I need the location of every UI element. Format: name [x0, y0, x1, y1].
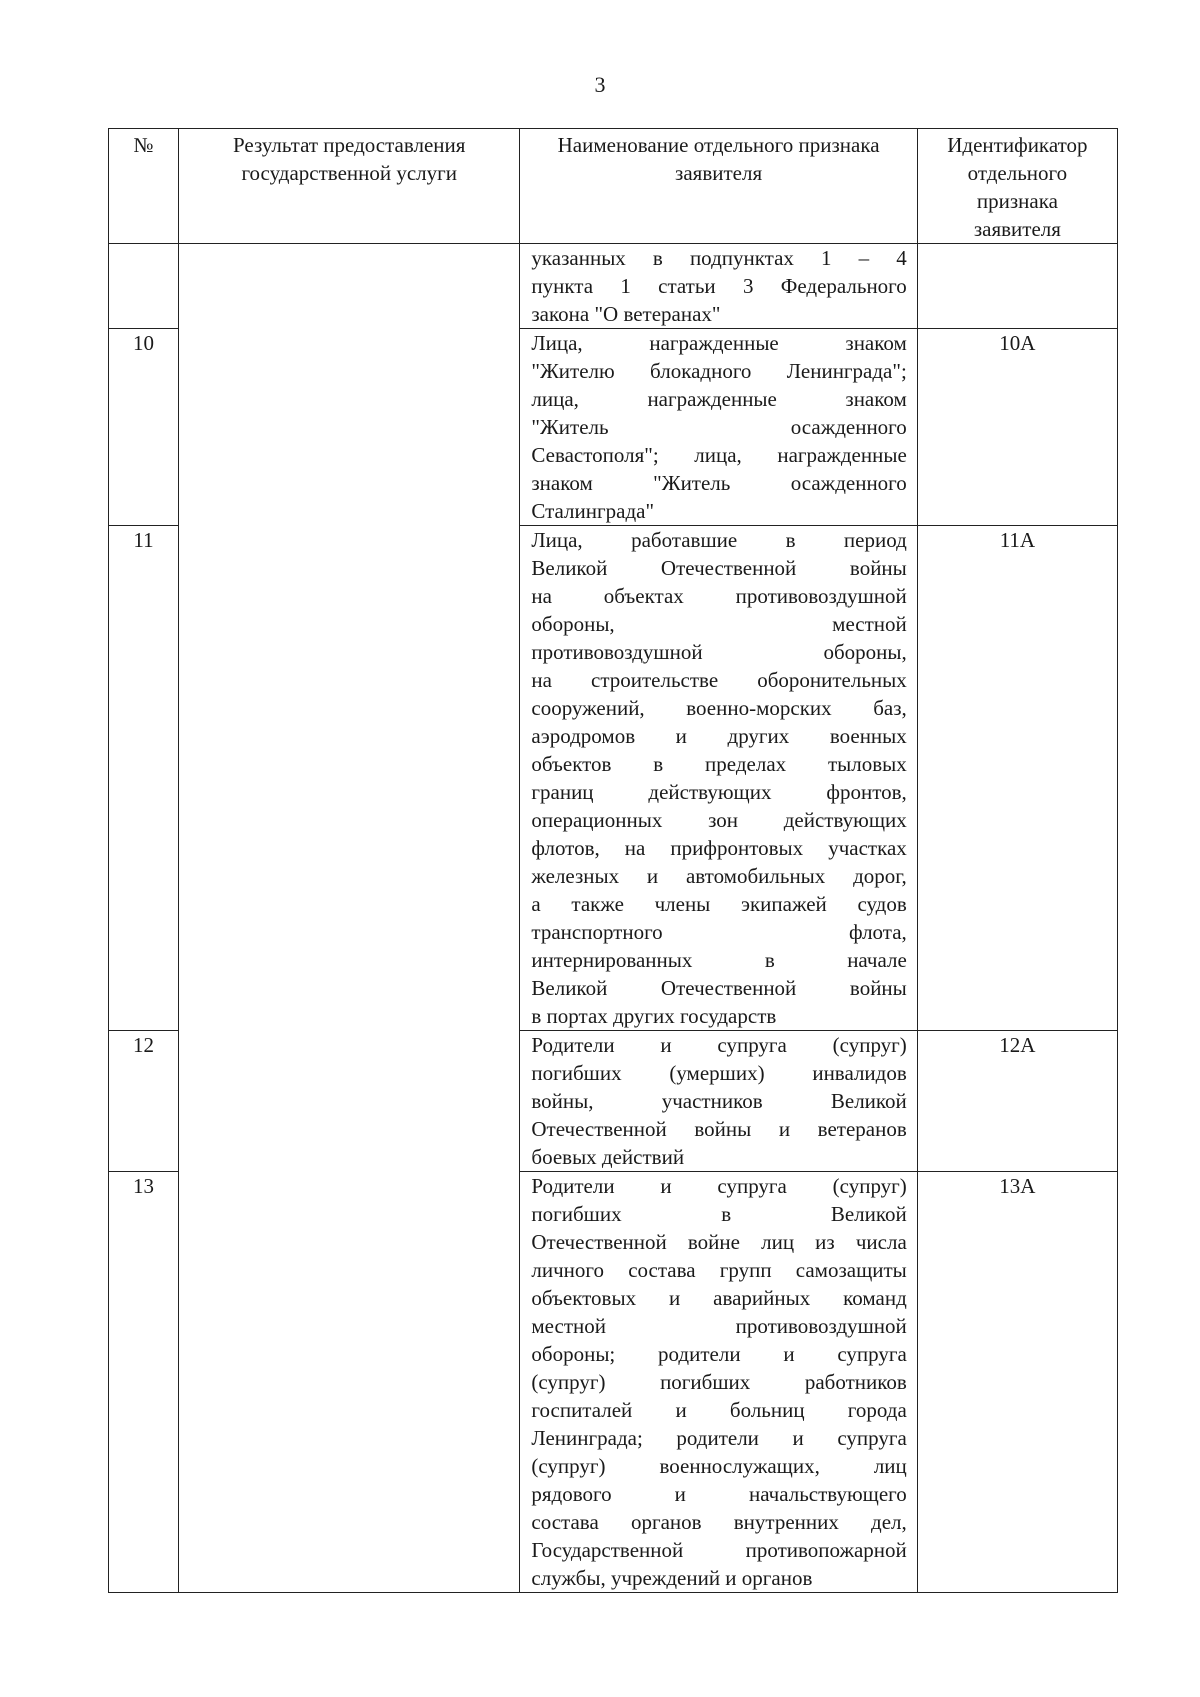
feature-text-line: Севастополя"; лица, награжденные — [531, 443, 907, 467]
feature-text-line: службы, учреждений и органов — [531, 1566, 813, 1590]
feature-text-line: госпиталей и больниц города — [531, 1398, 907, 1422]
page-number: 3 — [594, 72, 606, 97]
feature-text-line: знаком "Житель осажденного — [531, 471, 907, 495]
feature-text-line: указанных в подпунктах 1 – 4 — [531, 246, 907, 270]
identifier-cell: 12А — [917, 1031, 1117, 1172]
feature-text-line: железных и автомобильных дорог, — [531, 864, 907, 888]
feature-text-line: в портах других государств — [531, 1004, 777, 1028]
row-number-cell: 10 — [109, 329, 179, 526]
feature-text-line: Государственной противопожарной — [531, 1538, 907, 1562]
feature-text-line: обороны; родители и супруга — [531, 1342, 907, 1366]
row-number-cell: 12 — [109, 1031, 179, 1172]
feature-text-line: боевых действий — [531, 1145, 685, 1169]
feature-text-line: Великой Отечественной войны — [531, 556, 907, 580]
feature-text-line: закона "О ветеранах" — [531, 302, 721, 326]
feature-text-line: (супруг) военнослужащих, лиц — [531, 1454, 907, 1478]
feature-name-cell — [520, 1031, 917, 1172]
feature-text-line: лица, награжденные знаком — [531, 387, 907, 411]
feature-text-line: рядового и начальствующего — [531, 1482, 907, 1506]
feature-text — [520, 329, 916, 525]
feature-text-line: Сталинграда" — [531, 499, 655, 523]
feature-text-line: флотов, на прифронтовых участках — [531, 836, 907, 860]
feature-text-line: Лица, работавшие в период — [531, 528, 907, 552]
header-number: № — [109, 129, 179, 244]
feature-text-line: пункта 1 статьи 3 Федерального — [531, 274, 907, 298]
feature-text-line: на объектах противовоздушной — [531, 584, 907, 608]
feature-name-cell — [520, 244, 917, 329]
feature-text-line: Родители и супруга (супруг) — [531, 1174, 907, 1198]
feature-text-line: аэродромов и других военных — [531, 724, 907, 748]
table-row — [109, 244, 1118, 329]
feature-text — [520, 1172, 916, 1592]
feature-text-line: Великой Отечественной войны — [531, 976, 907, 1000]
feature-text-line: состава органов внутренних дел, — [531, 1510, 907, 1534]
row-number-cell: 11 — [109, 526, 179, 1031]
feature-text-line: операционных зон действующих — [531, 808, 907, 832]
feature-text-line: Лица, награжденные знаком — [531, 331, 907, 355]
feature-name-cell — [520, 329, 917, 526]
applicant-features-table — [108, 128, 1118, 1593]
header-identifier: Идентификатор отдельного признака заявителя — [917, 129, 1117, 244]
feature-text-line: погибших в Великой — [531, 1202, 907, 1226]
feature-text-line: "Жителю блокадного Ленинграда"; — [531, 359, 907, 383]
feature-text-line: противовоздушной обороны, — [531, 640, 907, 664]
result-cell — [179, 244, 520, 1593]
feature-text-line: транспортного флота, — [531, 920, 907, 944]
feature-text — [520, 244, 916, 328]
feature-name-cell — [520, 526, 917, 1031]
feature-text-line: Родители и супруга (супруг) — [531, 1033, 907, 1057]
feature-text — [520, 526, 916, 1030]
feature-name-cell — [520, 1172, 917, 1593]
feature-text-line: личного состава групп самозащиты — [531, 1258, 907, 1282]
feature-text-line: Отечественной войне лиц из числа — [531, 1230, 907, 1254]
feature-text — [520, 1031, 916, 1171]
identifier-cell: 13А — [917, 1172, 1117, 1593]
header-result: Результат предоставления государственной услуги — [179, 129, 520, 244]
feature-text-line: интернированных в начале — [531, 948, 907, 972]
feature-text-line: местной противовоздушной — [531, 1314, 907, 1338]
feature-text-line: обороны, местной — [531, 612, 907, 636]
table-header-row — [109, 129, 1118, 244]
feature-text-line: а также члены экипажей судов — [531, 892, 907, 916]
feature-text-line: погибших (умерших) инвалидов — [531, 1061, 907, 1085]
header-feature-name: Наименование отдельного признака заявителя — [520, 129, 917, 244]
feature-text-line: Отечественной войны и ветеранов — [531, 1117, 907, 1141]
feature-text-line: на строительстве оборонительных — [531, 668, 907, 692]
identifier-cell — [917, 244, 1117, 329]
feature-text-line: "Житель осажденного — [531, 415, 907, 439]
feature-text-line: Ленинграда; родители и супруга — [531, 1426, 907, 1450]
feature-text-line: объектовых и аварийных команд — [531, 1286, 907, 1310]
identifier-cell: 10А — [917, 329, 1117, 526]
feature-text-line: объектов в пределах тыловых — [531, 752, 907, 776]
row-number-cell: 13 — [109, 1172, 179, 1593]
feature-text-line: (супруг) погибших работников — [531, 1370, 907, 1394]
identifier-cell: 11А — [917, 526, 1117, 1031]
row-number-cell — [109, 244, 179, 329]
feature-text-line: войны, участников Великой — [531, 1089, 907, 1113]
feature-text-line: сооружений, военно-морских баз, — [531, 696, 907, 720]
feature-text-line: границ действующих фронтов, — [531, 780, 907, 804]
